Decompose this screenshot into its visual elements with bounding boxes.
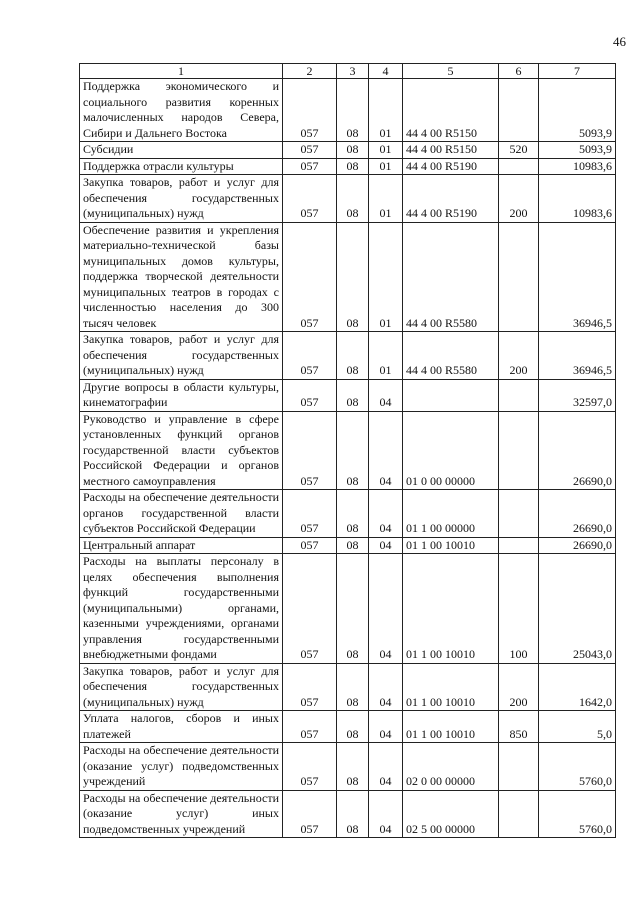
row-ministry-code: 057 <box>283 142 337 159</box>
header-col-6: 6 <box>499 64 539 79</box>
row-subsection-code: 01 <box>369 332 403 380</box>
table-row <box>80 158 616 175</box>
row-subsection-code: 04 <box>369 711 403 743</box>
row-subsection-code: 01 <box>369 158 403 175</box>
row-amount: 5,0 <box>539 711 616 743</box>
row-ministry-code: 057 <box>283 743 337 791</box>
row-amount: 5093,9 <box>539 79 616 142</box>
row-section-code: 08 <box>337 158 369 175</box>
row-name: Закупка товаров, работ и услуг для обеспечения государственных (муниципальных) нужд <box>80 663 283 711</box>
table-row <box>80 332 616 380</box>
row-ministry-code: 057 <box>283 790 337 838</box>
row-amount: 1642,0 <box>539 663 616 711</box>
row-subsection-code: 04 <box>369 379 403 411</box>
row-section-code: 08 <box>337 332 369 380</box>
row-ministry-code: 057 <box>283 490 337 538</box>
table-row <box>80 379 616 411</box>
row-section-code: 08 <box>337 142 369 159</box>
row-section-code: 08 <box>337 554 369 664</box>
row-section-code: 08 <box>337 175 369 223</box>
table-row <box>80 79 616 142</box>
row-name: Расходы на выплаты персоналу в целях обеспечения выполнения функций государственными (муниципальными) органами, казенными учреждениями, органами управления государственными внебюджетными фондами <box>80 554 283 664</box>
table-row <box>80 142 616 159</box>
row-amount: 10983,6 <box>539 175 616 223</box>
row-section-code: 08 <box>337 537 369 554</box>
row-section-code: 08 <box>337 663 369 711</box>
row-subsection-code: 04 <box>369 554 403 664</box>
row-target-code: 44 4 00 R5150 <box>403 142 499 159</box>
row-target-code: 44 4 00 R5190 <box>403 175 499 223</box>
row-ministry-code: 057 <box>283 663 337 711</box>
row-ministry-code: 057 <box>283 537 337 554</box>
row-name: Поддержка экономического и социального развития коренных малочисленных народов Севера, Сибири и Дальнего Востока <box>80 79 283 142</box>
row-expense-type-code <box>499 490 539 538</box>
row-amount: 5760,0 <box>539 790 616 838</box>
row-name: Расходы на обеспечение деятельности органов государственной власти субъектов Российской Федерации <box>80 490 283 538</box>
row-name: Уплата налогов, сборов и иных платежей <box>80 711 283 743</box>
row-ministry-code: 057 <box>283 175 337 223</box>
page-number: 46 <box>613 34 626 49</box>
row-subsection-code: 04 <box>369 790 403 838</box>
row-target-code: 44 4 00 R5150 <box>403 79 499 142</box>
header-col-1: 1 <box>80 64 283 79</box>
row-name: Расходы на обеспечение деятельности (оказание услуг) иных подведомственных учреждений <box>80 790 283 838</box>
row-name: Руководство и управление в сфере установленных функций органов государственной власти субъектов Российской Федерации и органов местного самоуправления <box>80 411 283 490</box>
table-row <box>80 175 616 223</box>
row-expense-type-code <box>499 411 539 490</box>
row-section-code: 08 <box>337 411 369 490</box>
row-name: Расходы на обеспечение деятельности (оказание услуг) подведомственных учреждений <box>80 743 283 791</box>
row-expense-type-code: 520 <box>499 142 539 159</box>
row-expense-type-code <box>499 743 539 791</box>
row-subsection-code: 04 <box>369 663 403 711</box>
row-subsection-code: 01 <box>369 79 403 142</box>
row-subsection-code: 04 <box>369 411 403 490</box>
row-subsection-code: 04 <box>369 743 403 791</box>
table-row <box>80 711 616 743</box>
row-expense-type-code <box>499 158 539 175</box>
row-section-code: 08 <box>337 743 369 791</box>
row-subsection-code: 04 <box>369 537 403 554</box>
row-subsection-code: 01 <box>369 222 403 332</box>
row-ministry-code: 057 <box>283 379 337 411</box>
row-ministry-code: 057 <box>283 554 337 664</box>
row-section-code: 08 <box>337 379 369 411</box>
table-row <box>80 222 616 332</box>
row-target-code: 01 1 00 10010 <box>403 554 499 664</box>
row-amount: 32597,0 <box>539 379 616 411</box>
row-expense-type-code: 200 <box>499 663 539 711</box>
row-target-code: 44 4 00 R5190 <box>403 158 499 175</box>
row-ministry-code: 057 <box>283 158 337 175</box>
row-target-code: 01 1 00 10010 <box>403 537 499 554</box>
row-amount: 25043,0 <box>539 554 616 664</box>
row-section-code: 08 <box>337 790 369 838</box>
row-expense-type-code: 200 <box>499 332 539 380</box>
header-col-2: 2 <box>283 64 337 79</box>
row-target-code: 01 1 00 00000 <box>403 490 499 538</box>
row-section-code: 08 <box>337 490 369 538</box>
row-expense-type-code: 200 <box>499 175 539 223</box>
row-target-code: 01 1 00 10010 <box>403 711 499 743</box>
row-subsection-code: 04 <box>369 490 403 538</box>
row-name: Другие вопросы в области культуры, кинематографии <box>80 379 283 411</box>
row-amount: 5760,0 <box>539 743 616 791</box>
budget-table <box>79 63 616 838</box>
table-row <box>80 663 616 711</box>
row-target-code: 44 4 00 R5580 <box>403 332 499 380</box>
table-row <box>80 554 616 664</box>
row-expense-type-code <box>499 222 539 332</box>
row-subsection-code: 01 <box>369 175 403 223</box>
row-amount: 26690,0 <box>539 537 616 554</box>
row-section-code: 08 <box>337 79 369 142</box>
row-name: Субсидии <box>80 142 283 159</box>
table-row <box>80 537 616 554</box>
table-row <box>80 743 616 791</box>
row-amount: 5093,9 <box>539 142 616 159</box>
row-target-code <box>403 379 499 411</box>
row-name: Закупка товаров, работ и услуг для обеспечения государственных (муниципальных) нужд <box>80 332 283 380</box>
row-expense-type-code <box>499 79 539 142</box>
row-target-code: 02 5 00 00000 <box>403 790 499 838</box>
row-expense-type-code <box>499 537 539 554</box>
row-name: Закупка товаров, работ и услуг для обеспечения государственных (муниципальных) нужд <box>80 175 283 223</box>
row-amount: 26690,0 <box>539 490 616 538</box>
row-ministry-code: 057 <box>283 79 337 142</box>
header-col-5: 5 <box>403 64 499 79</box>
row-ministry-code: 057 <box>283 711 337 743</box>
row-amount: 10983,6 <box>539 158 616 175</box>
row-name: Обеспечение развития и укрепления материально-технической базы муниципальных домов культуры, поддержка творческой деятельности муниципальных театров в городах с численностью населения до 300 тысяч человек <box>80 222 283 332</box>
row-name: Центральный аппарат <box>80 537 283 554</box>
header-col-7: 7 <box>539 64 616 79</box>
row-expense-type-code: 100 <box>499 554 539 664</box>
row-amount: 36946,5 <box>539 222 616 332</box>
row-target-code: 01 1 00 10010 <box>403 663 499 711</box>
row-target-code: 02 0 00 00000 <box>403 743 499 791</box>
row-target-code: 44 4 00 R5580 <box>403 222 499 332</box>
row-section-code: 08 <box>337 222 369 332</box>
row-name: Поддержка отрасли культуры <box>80 158 283 175</box>
header-col-4: 4 <box>369 64 403 79</box>
table-row <box>80 411 616 490</box>
row-ministry-code: 057 <box>283 411 337 490</box>
header-col-3: 3 <box>337 64 369 79</box>
table-header-row <box>80 64 616 79</box>
row-amount: 36946,5 <box>539 332 616 380</box>
row-ministry-code: 057 <box>283 222 337 332</box>
row-ministry-code: 057 <box>283 332 337 380</box>
table-row <box>80 490 616 538</box>
table-row <box>80 790 616 838</box>
row-target-code: 01 0 00 00000 <box>403 411 499 490</box>
row-expense-type-code: 850 <box>499 711 539 743</box>
row-expense-type-code <box>499 379 539 411</box>
row-expense-type-code <box>499 790 539 838</box>
row-subsection-code: 01 <box>369 142 403 159</box>
row-section-code: 08 <box>337 711 369 743</box>
row-amount: 26690,0 <box>539 411 616 490</box>
